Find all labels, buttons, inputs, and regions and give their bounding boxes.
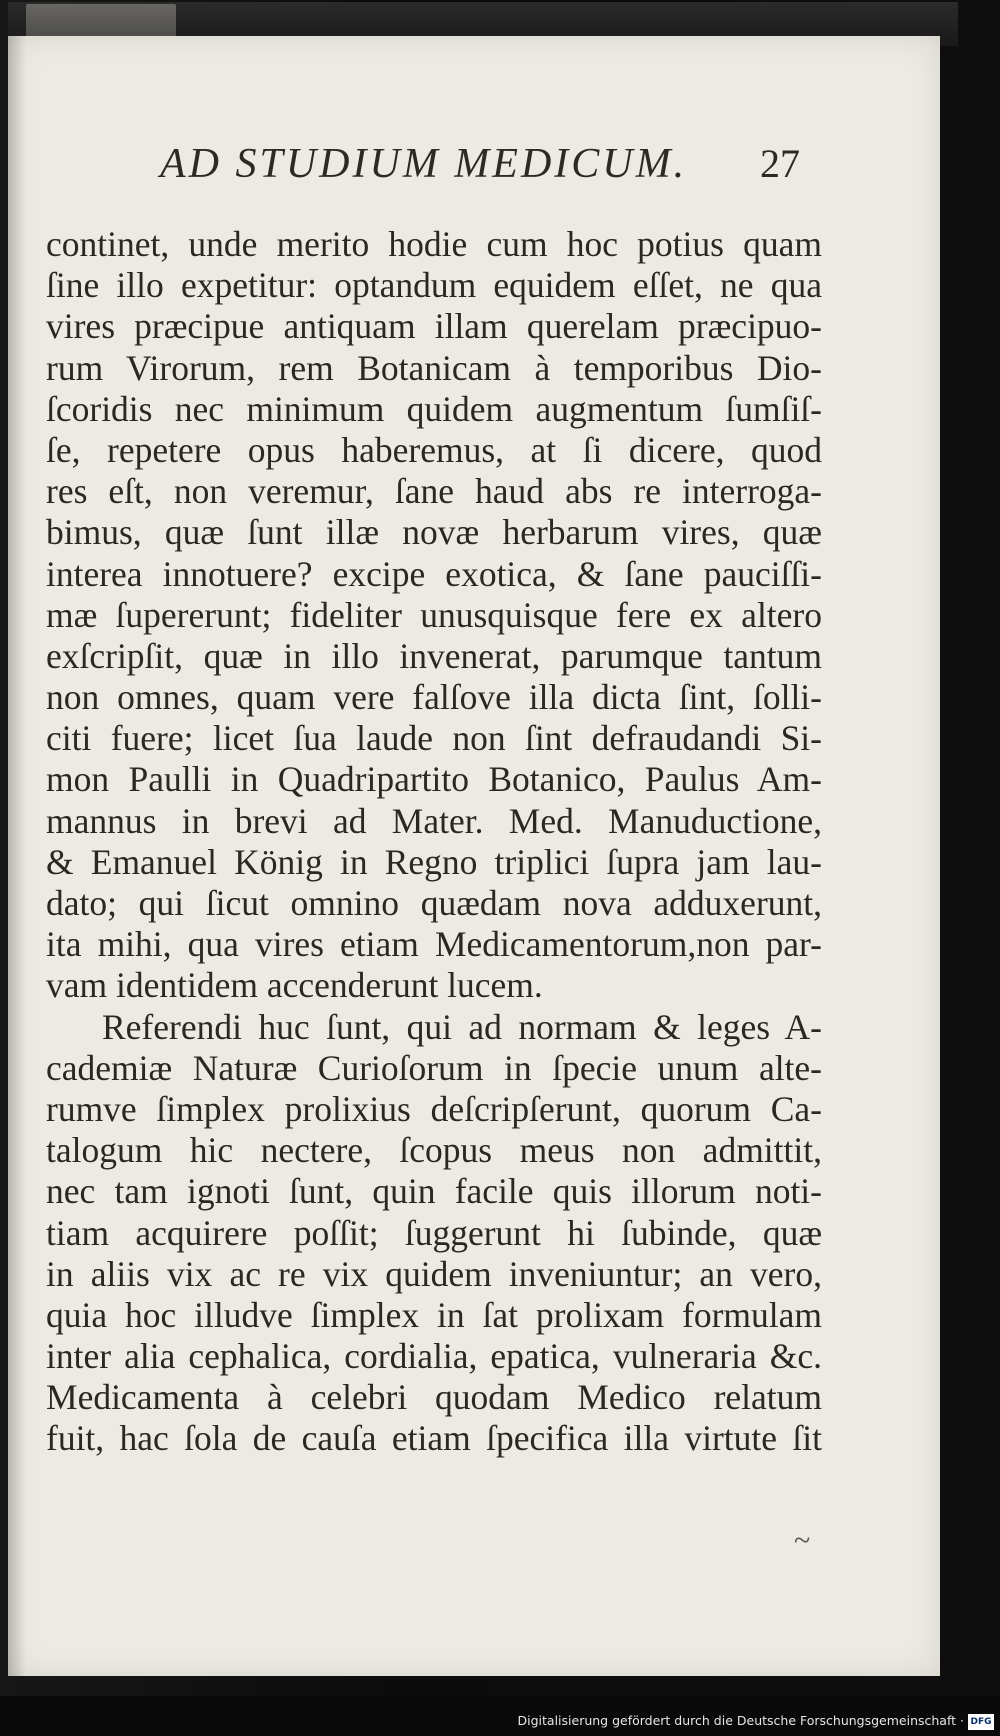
text-line: ſine illo expetitur: optandum equidem eſſet, ne qua [46, 265, 822, 306]
text-line: continet, unde merito hodie cum hoc potius quam [46, 224, 822, 264]
funding-credit: Digitalisierung gefördert durch die Deutsche Forschungsgemeinschaft · [517, 1713, 964, 1728]
text-line: talogum hic nectere, ſcopus meus non admittit, [46, 1130, 822, 1171]
page-header [160, 140, 800, 200]
text-line: bimus, quæ ſunt illæ novæ herbarum vires, quæ [46, 512, 822, 553]
text-line: fuit, hac ſola de cauſa etiam ſpecifica illa virtute ſit [46, 1418, 822, 1459]
text-line: rum Virorum, rem Botanicam à temporibus Dio- [46, 347, 822, 388]
text-line: dato; qui ſicut omnino quædam nova adduxerunt, [46, 883, 822, 923]
text-line: in aliis vix ac re vix quidem inveniuntur; an vero, [46, 1253, 822, 1294]
text-line: res eſt, non veremur, ſane haud abs re interroga- [46, 471, 822, 512]
body-text [46, 224, 822, 1460]
text-line: inter alia cephalica, cordialia, epatica, vulneraria &c. [46, 1336, 822, 1377]
catchword: ~ [794, 1524, 811, 1557]
text-line: ſe, repetere opus haberemus, at ſi dicere, quod [46, 429, 822, 470]
text-line: Medicamenta à celebri quodam Medico relatum [46, 1377, 822, 1418]
text-line: exſcripſit, quæ in illo invenerat, parumque tantum [46, 635, 822, 676]
digitization-footer [0, 1696, 1000, 1736]
text-line: ita mihi, qua vires etiam Medicamentorum,non par- [46, 924, 822, 965]
text-line: ſcoridis nec minimum quidem augmentum ſumſiſ- [46, 388, 822, 429]
text-line: mannus in brevi ad Mater. Med. Manuductione, [46, 800, 822, 841]
text-line: tiam acquirere poſſit; ſuggerunt hi ſubinde, quæ [46, 1212, 822, 1253]
page-number: 27 [760, 141, 800, 186]
text-line: citi fuere; licet ſua laude non ſint defraudandi Si- [46, 718, 822, 759]
text-line: mon Paulli in Quadripartito Botanico, Paulus Am- [46, 759, 822, 800]
text-line-paragraph-start: Referendi huc ſunt, qui ad normam & leges A- [102, 1006, 822, 1047]
text-line: rumve ſimplex prolixius deſcripſerunt, quorum Ca- [46, 1088, 822, 1129]
book-page [8, 36, 940, 1676]
dfg-logo-icon: DFG [968, 1714, 994, 1730]
text-line-paragraph-end: vam identidem accenderunt lucem. [46, 965, 543, 1006]
text-line: & Emanuel König in Regno triplici ſupra jam lau- [46, 841, 822, 882]
text-line: cademiæ Naturæ Curioſorum in ſpecie unum alte- [46, 1047, 822, 1088]
running-head: AD STUDIUM MEDICUM. [160, 141, 688, 187]
text-line: interea innotuere? excipe exotica, & ſane pauciſſi- [46, 553, 822, 594]
text-line: mæ ſupererunt; fideliter unusquisque fere ex altero [46, 594, 822, 635]
text-line: vires præcipue antiquam illam querelam præcipuo- [46, 306, 822, 347]
text-line: non omnes, quam vere falſove illa dicta ſint, ſolli- [46, 677, 822, 718]
text-line: nec tam ignoti ſunt, quin facile quis illorum noti- [46, 1171, 822, 1212]
text-line: quia hoc illudve ſimplex in ſat prolixam formulam [46, 1294, 822, 1335]
